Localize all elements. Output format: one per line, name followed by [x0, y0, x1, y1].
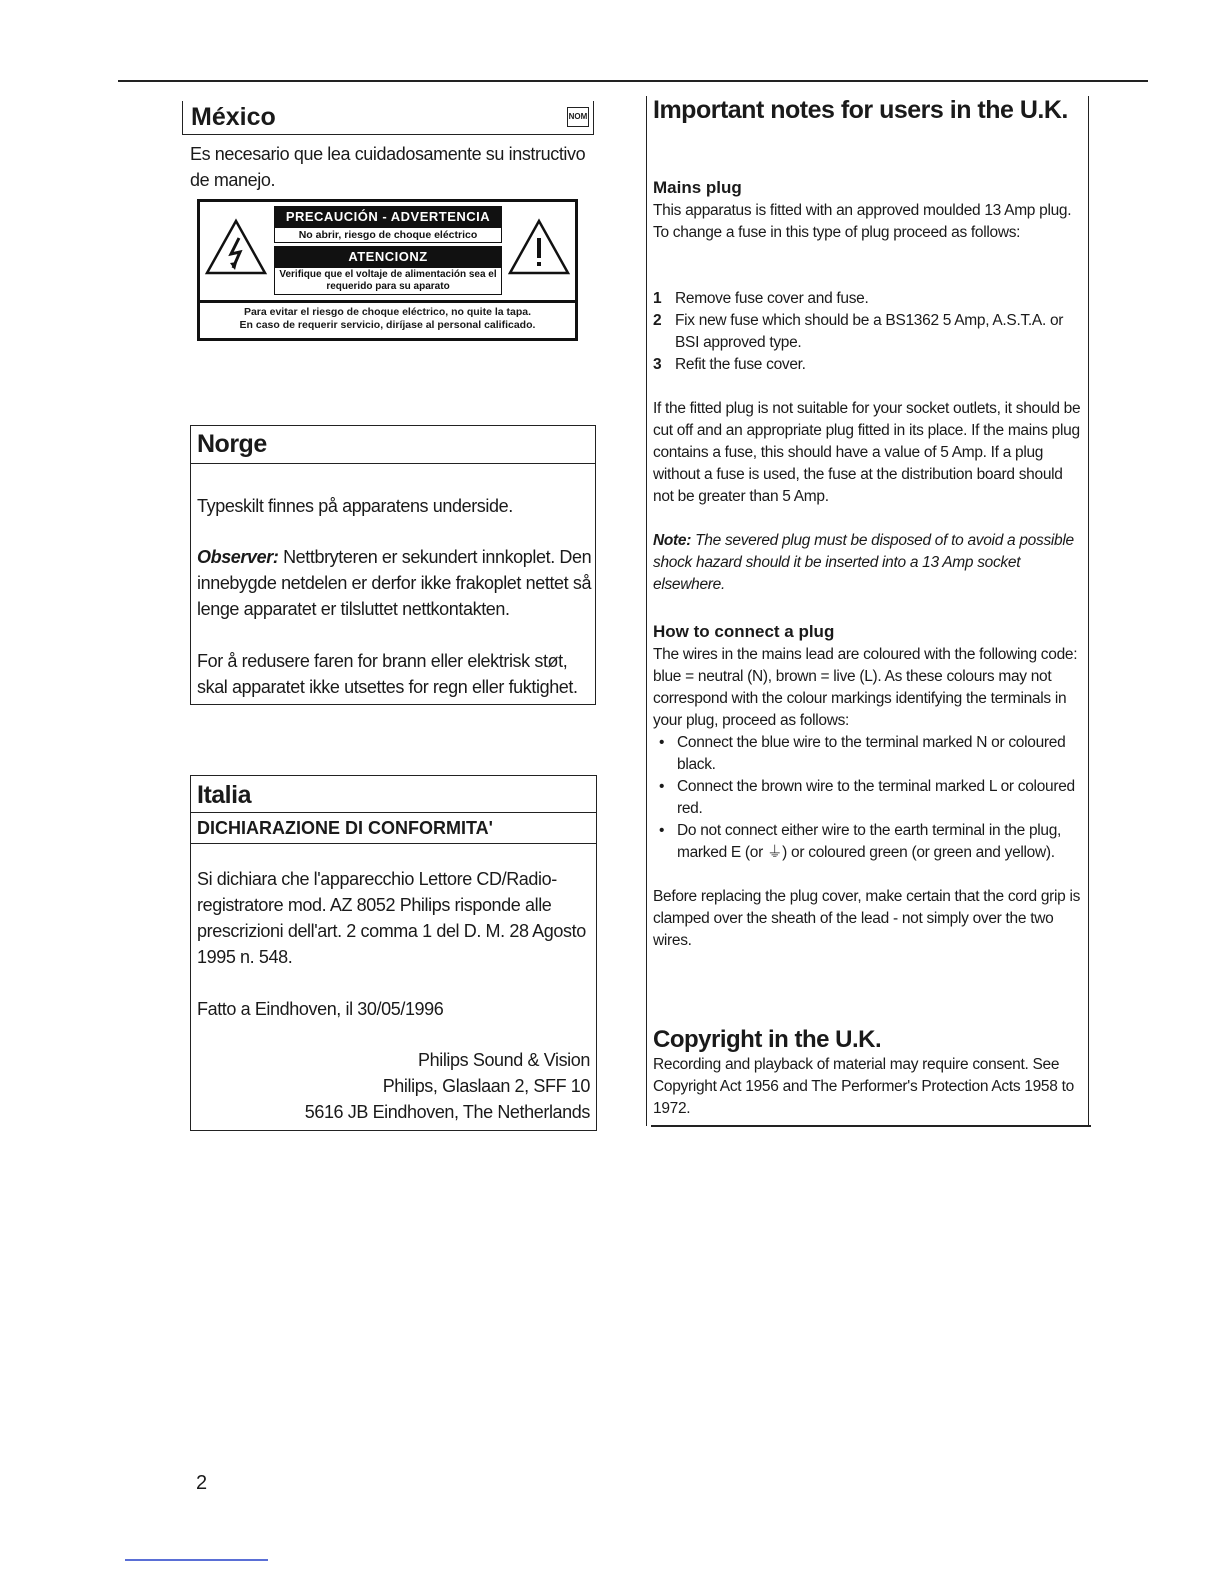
warning-label [197, 199, 578, 341]
uk-bottom-rule [651, 1125, 1091, 1127]
bullet-item: • Connect the brown wire to the terminal marked L or coloured red. [659, 776, 1087, 820]
italia-subtitle: DICHIARAZIONE DI CONFORMITA' [191, 813, 596, 844]
mexico-header [182, 101, 594, 135]
warning-line6: En caso de requerir servicio, diríjase al personal calificado. [239, 319, 536, 331]
italia-p1: Si dichiara che l'apparecchio Lettore CD/Radio-registratore mod. AZ 8052 Philips risponde alle prescrizioni dell'art. 2 comma 1 del D. M. 28 Agosto 1995 n. 548. [197, 869, 586, 967]
connect-heading: How to connect a plug [653, 622, 835, 641]
nom-mark-icon: NOM [567, 107, 589, 127]
scan-artifact-line [125, 1559, 268, 1561]
norge-title: Norge [191, 426, 595, 464]
fuse-step: 2 Fix new fuse which should be a BS1362 5 Amp, A.S.T.A. or BSI approved type. [653, 312, 1064, 351]
warning-line3: ATENCIONZ [274, 246, 502, 267]
mexico-intro: Es necesario que lea cuidadosamente su instructivo de manejo. [190, 144, 586, 190]
uk-section [646, 96, 1089, 1126]
italia-sig1: Philips Sound & Vision [418, 1050, 590, 1070]
norge-p3: For å redusere faren for brann eller elektrisk støt, skal apparatet ikke utsettes for regn eller fuktighet. [197, 651, 578, 697]
top-rule [118, 80, 1148, 82]
warning-center [274, 206, 502, 295]
warning-bottom [200, 300, 575, 332]
bullet-item: • Do not connect either wire to the earth terminal in the plug, marked E (or ⏚) or coloured green (or green and yellow). [659, 820, 1087, 864]
fuse-steps [653, 288, 1081, 376]
page-number: 2 [196, 1472, 208, 1494]
note-text: The severed plug must be disposed of to avoid a possible shock hazard should it be inserted into a 13 Amp socket elsewhere. [653, 532, 1074, 593]
observer-label: Observer: [197, 547, 279, 567]
wire-bullets [653, 732, 1087, 864]
note-label: Note: [653, 532, 692, 549]
warning-line2: No abrir, riesgo de choque eléctrico [274, 227, 502, 243]
norge-p2: Nettbryteren er sekundert innkoplet. Den innebygde netdelen er derfor ikke frakoplet nettet så lenge apparatet er tilsluttet nettkontakten. [197, 547, 592, 619]
before-text: Before replacing the plug cover, make certain that the cord grip is clamped over the sheath of the lead - not simply over the two wires. [653, 888, 1081, 949]
norge-p1: Typeskilt finnes på apparatens underside. [197, 496, 513, 516]
copyright-text: Recording and playback of material may require consent. See Copyright Act 1956 and The Performer's Protection Acts 1958 to 1972. [653, 1056, 1074, 1117]
bullet-item: • Connect the blue wire to the terminal marked N or coloured black. [659, 732, 1087, 776]
fuse-step: 1 Remove fuse cover and fuse. [653, 290, 869, 307]
norge-section [190, 425, 596, 705]
warning-line4: Verifique que el voltaje de alimentación sea el requerido para su aparato [274, 267, 502, 295]
uk-title: Important notes for users in the U.K. [653, 96, 1068, 124]
mexico-title: México [191, 103, 276, 131]
italia-sig2: Philips, Glaslaan 2, SFF 10 [382, 1076, 590, 1096]
warning-line1: PRECAUCIÓN - ADVERTENCIA [274, 206, 502, 227]
lightning-warning-icon [204, 218, 268, 276]
italia-p2: Fatto a Eindhoven, il 30/05/1996 [197, 999, 444, 1019]
mains-heading: Mains plug [653, 178, 742, 197]
fuse-step: 3 Refit the fuse cover. [653, 356, 806, 373]
exclamation-warning-icon [507, 218, 571, 276]
note [653, 530, 1081, 596]
connect-text: The wires in the mains lead are coloured with the following code: blue = neutral (N), brown = live (L). As these colours may not correspond with the colour markings identifying the terminals in your plug, proceed as follows: [653, 646, 1078, 729]
italia-section [190, 775, 597, 1131]
warning-line5: Para evitar el riesgo de choque eléctrico, no quite la tapa. [243, 306, 532, 318]
unsuitable-text: If the fitted plug is not suitable for your socket outlets, it should be cut off and an appropriate plug fitted in its place. If the mains plug contains a fuse, this should have a value of 5 Amp. If a plug without a fuse is used, the fuse at the distribution board should not be greater than 5 Amp. [653, 400, 1081, 505]
copyright-title: Copyright in the U.K. [653, 1026, 882, 1053]
italia-sig3: 5616 JB Eindhoven, The Netherlands [304, 1102, 590, 1122]
norge-p2-wrap [197, 544, 592, 622]
mains-text: This apparatus is fitted with an approved moulded 13 Amp plug. To change a fuse in this type of plug proceed as follows: [653, 202, 1072, 241]
italia-title: Italia [191, 776, 596, 813]
